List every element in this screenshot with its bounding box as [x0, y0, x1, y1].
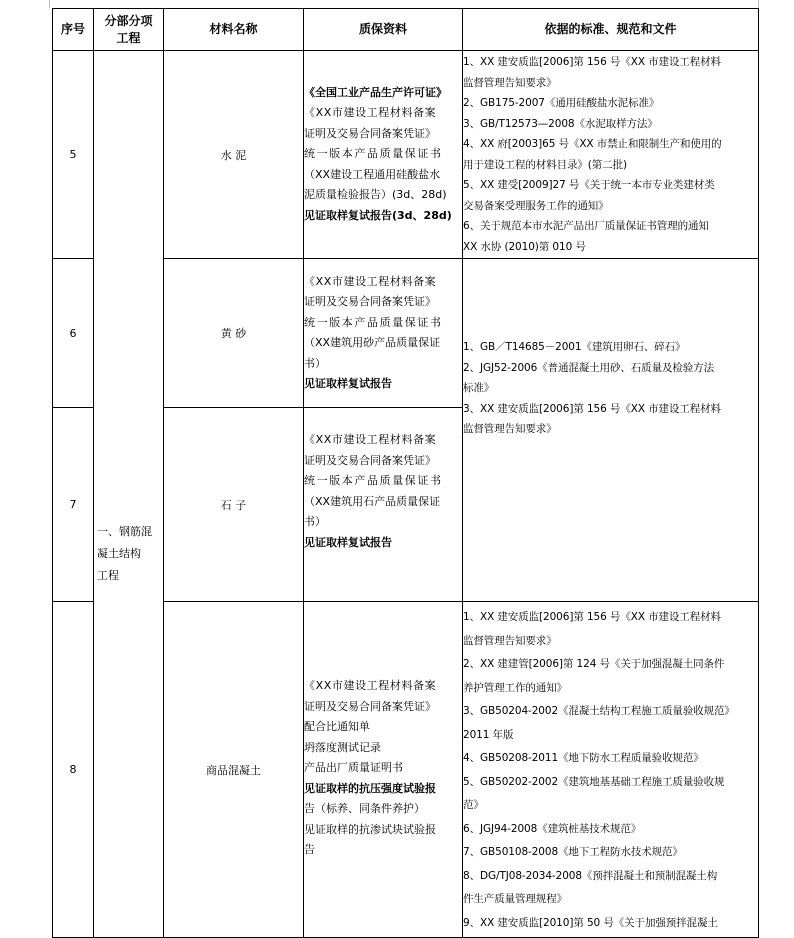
qa-line: 见证取样复试报告 [304, 535, 392, 549]
standard-line: 养护管理工作的通知》 [463, 681, 567, 694]
qa-line: （XX建筑用石产品质量保证 [304, 494, 441, 508]
row-qa-cell [304, 408, 463, 602]
qa-line: 见证取样复试报告(3d、28d) [304, 208, 452, 222]
standard-line: 1、XX 建安质监[2006]第 156 号《XX 市建设工程材料 [463, 611, 721, 623]
qa-line: 《XX市建设工程材料备案 [304, 106, 437, 120]
standard-line: 监督管理告知要求》 [463, 423, 557, 435]
qa-line: 证明及交易合同备案凭证》 [304, 295, 436, 308]
row-standards-cell [463, 602, 759, 938]
qa-line: 告 [304, 843, 315, 856]
standard-line: 4、XX 府[2003]65 号《XX 市禁止和限制生产和使用的 [463, 138, 722, 150]
qa-line: 见证取样的抗压强度试验报 [304, 781, 436, 795]
row-material: 商品混凝土 [164, 602, 304, 938]
qa-line: 产品出厂质量证明书 [304, 761, 403, 774]
shared-standards-cell [463, 259, 759, 602]
standard-line: 件生产质量管理规程》 [463, 893, 567, 905]
qa-line: 统一版本产品质量保证书 [304, 474, 443, 487]
header-seq: 序号 [53, 9, 94, 51]
project-group-cell [94, 51, 164, 938]
standard-line: 标准》 [463, 382, 495, 394]
standard-line: 1、XX 建安质监[2006]第 156 号《XX 市建设工程材料 [463, 56, 721, 68]
page-corner-mark-left [33, 0, 50, 8]
standard-line: 8、DG/TJ08-2034-2008《预拌混凝土和预制混凝土构 [463, 869, 718, 882]
materials-qa-table [52, 8, 759, 938]
qa-line: （XX建筑用砂产品质量保证 [304, 336, 441, 349]
standard-line: 交易备案受理服务工作的通知》 [463, 199, 609, 212]
row-material: 黄 砂 [164, 259, 304, 408]
project-group-label: 一、钢筋混 凝土结构 工程 [97, 525, 152, 582]
standard-line: 1、GB／T14685－2001《建筑用卵石、碎石》 [463, 341, 686, 353]
standard-line: 7、GB50108-2008《地下工程防水技术规范》 [463, 846, 683, 858]
qa-line: 配合比通知单 [304, 720, 370, 733]
table-header-row [53, 9, 759, 51]
header-material: 材料名称 [164, 9, 304, 51]
header-standards: 依据的标准、规范和文件 [463, 9, 759, 51]
row-material: 水 泥 [164, 51, 304, 259]
row-qa-cell [304, 259, 463, 408]
standard-line: 用于建设工程的材料目录》(第二批) [463, 158, 627, 171]
standard-line: 6、关于规范本市水泥产品出厂质量保证书管理的通知 [463, 220, 709, 232]
qa-line: （XX建设工程通用硅酸盐水 [304, 167, 441, 181]
qa-line: 告（标养、同条件养护） [304, 802, 425, 815]
header-qa: 质保资料 [304, 9, 463, 51]
table-row [53, 51, 759, 259]
standard-line: 2011 年版 [463, 728, 514, 741]
qa-line: 证明及交易合同备案凭证》 [304, 699, 436, 713]
standard-line: 2、GB175-2007《通用硅酸盐水泥标准》 [463, 97, 660, 109]
qa-line: 坍落度测试记录 [304, 740, 381, 754]
standard-line: 监督管理告知要求》 [463, 634, 557, 647]
standard-line: 6、JGJ94-2008《建筑桩基技术规范》 [463, 822, 642, 835]
row-seq: 5 [53, 51, 94, 259]
row-seq: 6 [53, 259, 94, 408]
qa-line: 《XX市建设工程材料备案 [304, 433, 437, 446]
row-material: 石 子 [164, 408, 304, 602]
standard-line: 2、XX 建建管[2006]第 124 号《关于加强混凝土同条件 [463, 658, 725, 670]
row-seq: 7 [53, 408, 94, 602]
qa-line: 证明及交易合同备案凭证》 [304, 453, 436, 467]
row-qa-cell [304, 51, 463, 259]
standard-line: 3、GB50204-2002《混凝土结构工程施工质量验收规范》 [463, 705, 735, 717]
qa-line: 《全国工业产品生产许可证》 [304, 85, 447, 99]
row-seq: 8 [53, 602, 94, 938]
row-qa-cell [304, 602, 463, 938]
qa-line: 统一版本产品质量保证书 [304, 147, 443, 161]
qa-line: 见证取样的抗渗试块试验报 [304, 822, 436, 836]
qa-line: 泥质量检验报告）(3d、28d) [304, 188, 447, 202]
standard-line: 监督管理告知要求》 [463, 76, 557, 89]
standard-line: 3、GB/T12573—2008《水泥取样方法》 [463, 117, 658, 130]
qa-line: 见证取样复试报告 [304, 377, 392, 390]
qa-line: 《XX市建设工程材料备案 [304, 679, 437, 692]
header-project: 分部分项 工程 [94, 9, 164, 51]
qa-line: 书） [304, 515, 326, 528]
qa-line: 统一版本产品质量保证书 [304, 315, 443, 329]
qa-line: 《XX市建设工程材料备案 [304, 274, 437, 288]
qa-line: 书） [304, 356, 326, 370]
row-standards-cell [463, 51, 759, 259]
standard-line: 3、XX 建安质监[2006]第 156 号《XX 市建设工程材料 [463, 402, 721, 415]
standard-line: 5、XX 建受[2009]27 号《关于统一本市专业类建材类 [463, 179, 715, 191]
standard-line: 9、XX 建安质监[2010]第 50 号《关于加强预拌混凝土 [463, 916, 718, 929]
qa-line: 证明及交易合同备案凭证》 [304, 126, 436, 140]
standard-line: 2、JGJ52-2006《普通混凝土用砂、石质量及检验方法 [463, 361, 714, 374]
standard-line: XX 水协 (2010)第 010 号 [463, 240, 586, 253]
standard-line: 4、GB50208-2011《地下防水工程质量验收规范》 [463, 752, 704, 764]
page-corner-mark-right [758, 0, 775, 8]
standard-line: 范》 [463, 799, 484, 811]
standard-line: 5、GB50202-2002《建筑地基基础工程施工质量验收规 [463, 775, 725, 788]
